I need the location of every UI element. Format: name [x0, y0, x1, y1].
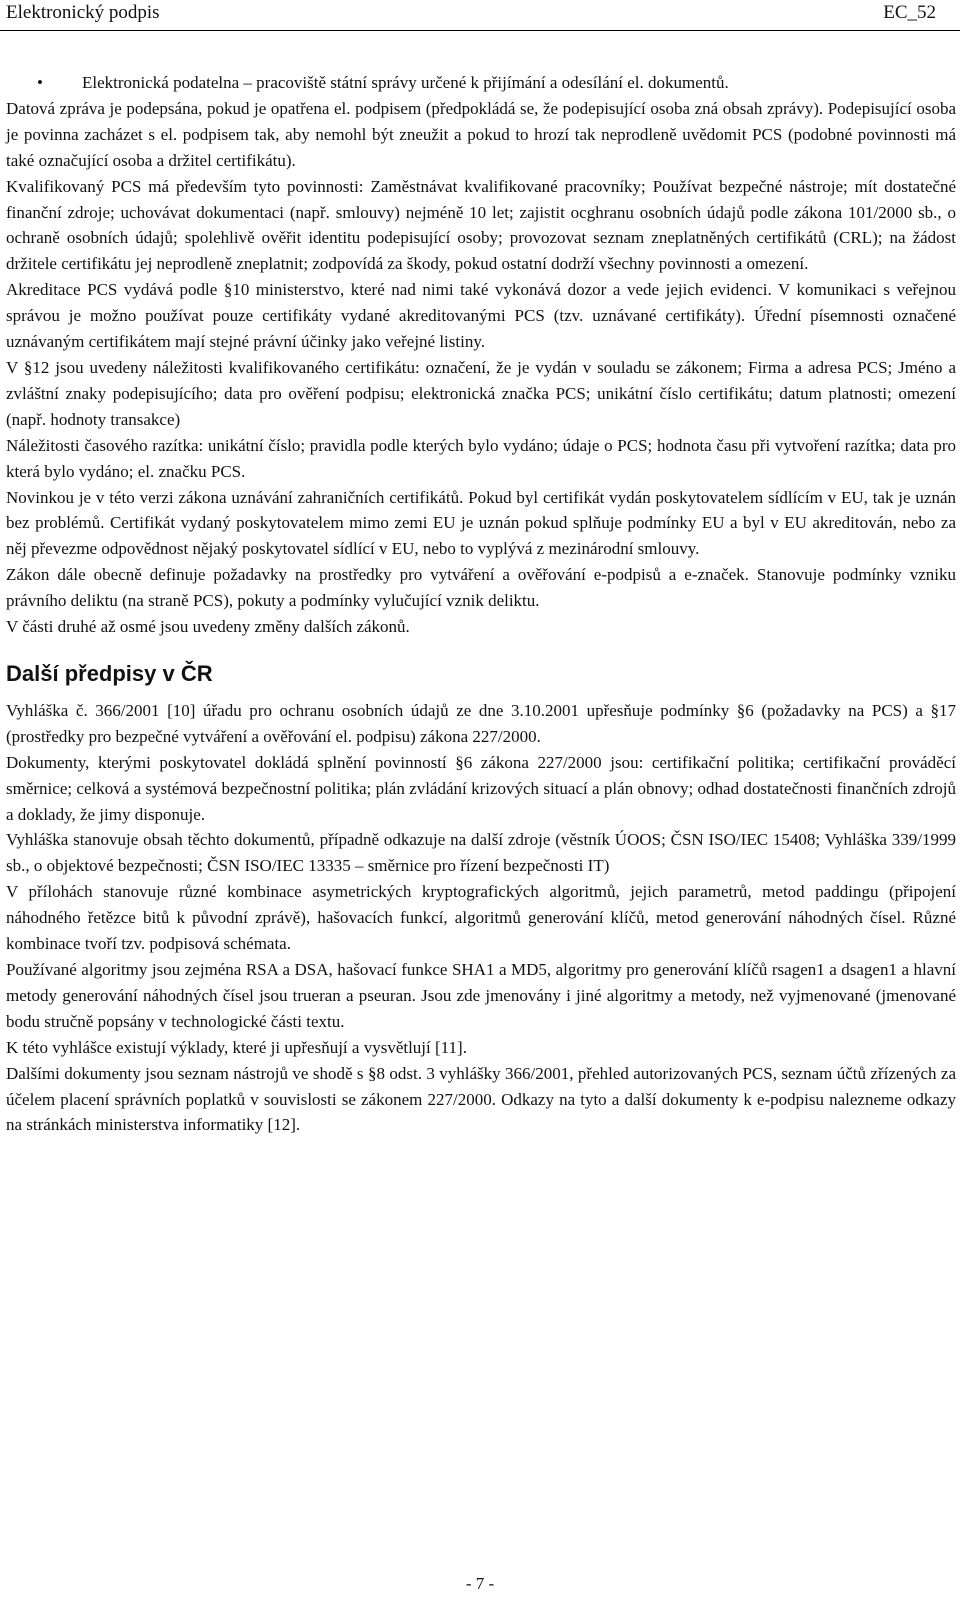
paragraph: V části druhé až osmé jsou uvedeny změny dalších zákonů.	[6, 617, 410, 637]
paragraph: V přílohách stanovuje různé kombinace asymetrických kryptografických algoritmů, jejich parametrů, metod paddingu (připojení náhodného řetězce bitů k původní zprávě), hašovacích funkcí, algoritmů generování klíčů, metod generování náhodných čísel. Různé kombinace tvoří tzv. podpisová schémata.	[6, 882, 956, 954]
document-body	[6, 70, 956, 1138]
bullet-item	[6, 70, 956, 96]
paragraph: K této vyhlášce existují výklady, které ji upřesňují a vysvětlují [11].	[6, 1037, 467, 1057]
paragraph: Zákon dále obecně definuje požadavky na prostředky pro vytváření a ověřování e-podpisů a e-značek. Stanovuje podmínky vzniku právního deliktu (na straně PCS), pokuty a podmínky vylučující vznik deliktu.	[6, 565, 956, 611]
paragraph: Novinkou je v této verzi zákona uznávání zahraničních certifikátů. Pokud byl certifikát vydán poskytovatelem sídlícím v EU, tak je uznán bez problémů. Certifikát vydaný poskytovatelem mimo zemi EU je uznán pokud splňuje podmínky EU a byl v EU akreditován, nebo za něj převezme odpovědnost nějaký poskytovatel sídlící v EU, nebo to vyplývá z mezinárodní smlouvy.	[6, 487, 956, 559]
section-heading: Další předpisy v ČR	[6, 660, 213, 686]
header-code: EC_52	[883, 2, 936, 23]
bullet-text: Elektronická podatelna – pracoviště státní správy určené k přijímání a odesílání el. dokumentů.	[82, 73, 729, 92]
paragraph: Vyhláška stanovuje obsah těchto dokumentů, případně odkazuje na další zdroje (věstník ÚOOS; ČSN ISO/IEC 15408; Vyhláška 339/1999 sb., o objektové bezpečnosti; ČSN ISO/IEC 13335 – směrnice pro řízení bezpečnosti IT)	[6, 830, 956, 876]
page-header	[0, 0, 960, 31]
page-number: - 7 -	[465, 1574, 495, 1593]
paragraph: Datová zpráva je podepsána, pokud je opatřena el. podpisem (předpokládá se, že podepisující osoba zná obsah zprávy). Podepisující osoba je povinna zacházet s el. podpisem tak, aby nemohl být zneužit a pokud to hrozí tak neprodleně uvědomit PCS (podobné povinnosti má také označující osoba a držitel certifikátu).	[6, 98, 956, 170]
paragraph: Používané algoritmy jsou zejména RSA a DSA, hašovací funkce SHA1 a MD5, algoritmy pro generování klíčů rsagen1 a dsagen1 a hlavní metody generování náhodných čísel jsou trueran a pseuran. Jsou zde jmenovány i jiné algoritmy a metody, než vyjmenované (jmenované bodu stručně popsány v technologické části textu.	[6, 960, 956, 1031]
paragraph: Dalšími dokumenty jsou seznam nástrojů ve shodě s §8 odst. 3 vyhlášky 366/2001, přehled autorizovaných PCS, seznam účtů zřízených za účelem placení správních poplatků v souvislosti se zákonem 227/2000. Odkazy na tyto a další dokumenty k e-podpisu nalezneme odkazy na stránkách ministerstva informatiky [12].	[6, 1063, 956, 1135]
paragraph: Vyhláška č. 366/2001 [10] úřadu pro ochranu osobních údajů ze dne 3.10.2001 upřesňuje podmínky §6 (požadavky na PCS) a §17 (prostředky pro bezpečné vytváření a ověřování el. podpisu) zákona 227/2000.	[6, 700, 956, 746]
paragraph: V §12 jsou uvedeny náležitosti kvalifikovaného certifikátu: označení, že je vydán v souladu se zákonem; Firma a adresa PCS; Jméno a zvláštní znaky podepisujícího; data pro ověření podpisu; elektronická značka PCS; unikátní číslo certifikátu; datum platnosti; omezení (např. hodnoty transakce)	[6, 357, 956, 429]
bullet-icon: •	[37, 73, 43, 92]
paragraph: Akreditace PCS vydává podle §10 ministerstvo, které nad nimi také vykonává dozor a vede jejich evidenci. V komunikaci s veřejnou správou je možno používat pouze certifikáty vydané akreditovanými PCS (tzv. uznávané certifikáty). Úřední písemnosti označené uznávaným certifikátem mají stejné právní účinky jako veřejné listiny.	[6, 280, 956, 352]
paragraph: Dokumenty, kterými poskytovatel dokládá splnění povinností §6 zákona 227/2000 jsou: certifikační politika; certifikační prováděcí směrnice; celková a systémová bezpečnostní politika; plán zvládání krizových situací a plán obnovy; odhad dostatečnosti finančních zdrojů a doklady, že jimy disponuje.	[6, 752, 956, 824]
paragraph: Kvalifikovaný PCS má především tyto povinnosti: Zaměstnávat kvalifikované pracovníky; Používat bezpečné nástroje; mít dostatečné finanční zdroje; uchovávat dokumentaci (např. smlouvy) nejméně 10 let; zajistit ocghranu osobních údajů podle zákona 101/2000 sb., o ochraně osobních údajů; spolehlivě ověřit identitu podepisující osoby; provozovat seznam zneplatněných certifikátů (CRL); na žádost držitele certifikátu jej neprodleně zneplatnit; zodpovídá za škody, pokud ostatní dodrží všechny povinnosti a omezení.	[6, 176, 956, 274]
header-title: Elektronický podpis	[6, 2, 160, 23]
paragraph: Náležitosti časového razítka: unikátní číslo; pravidla podle kterých bylo vydáno; údaje o PCS; hodnota času při vytvoření razítka; data pro která bylo vydáno; el. značku PCS.	[6, 435, 956, 481]
